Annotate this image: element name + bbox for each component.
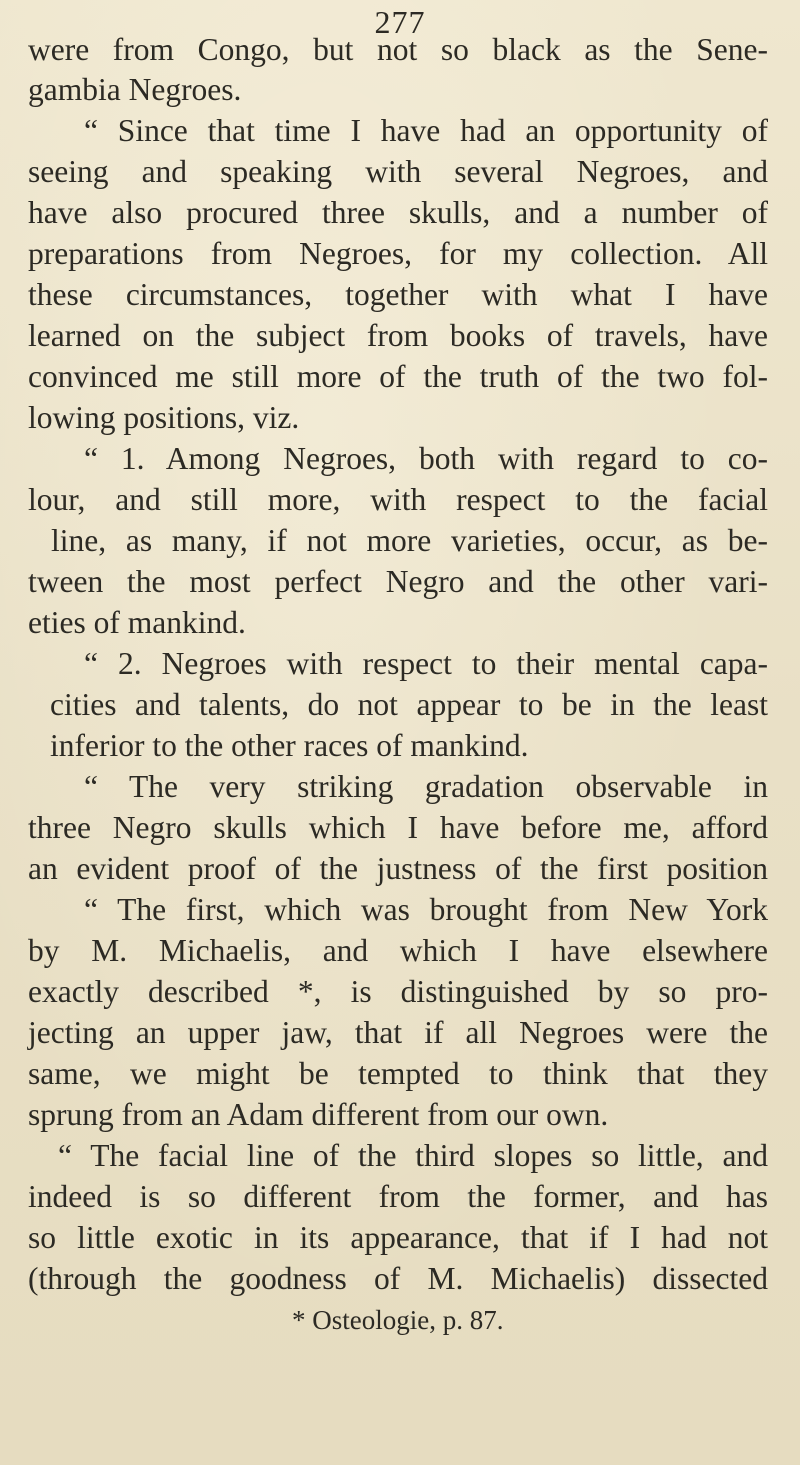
text-line: inferior to the other races of mankind. [50,728,529,763]
text-line: “ 2. Negroes with respect to their mental capa- [84,646,768,681]
text-line: lour, and still more, with respect to the facial [28,482,768,517]
text-line: cities and talents, do not appear to be in the least [50,687,768,722]
text-line: “ The first, which was brought from New York [84,892,768,927]
text-line: “ The very striking gradation observable in [84,769,768,804]
text-line: tween the most perfect Negro and the other vari- [28,564,768,599]
text-line: lowing positions, viz. [28,400,300,435]
text-line: sprung from an Adam different from our own. [28,1097,609,1132]
text-line: convinced me still more of the truth of the two fol- [28,359,768,394]
text-line: learned on the subject from books of travels, have [28,318,768,353]
footnote: * Osteologie, p. 87. [292,1305,504,1335]
text-line: “ 1. Among Negroes, both with regard to co- [84,441,768,476]
text-line: three Negro skulls which I have before me, afford [28,810,768,845]
text-line: “ Since that time I have had an opportunity of [84,113,768,148]
text-line: “ The facial line of the third slopes so little, and [58,1138,768,1173]
text-line: seeing and speaking with several Negroes, and [28,154,768,189]
text-line: indeed is so different from the former, and has [28,1179,768,1214]
text-line: (through the goodness of M. Michaelis) dissected [28,1261,768,1296]
text-line: have also procured three skulls, and a number of [28,195,768,230]
text-line: gambia Negroes. [28,72,242,107]
text-line: an evident proof of the justness of the first position [28,851,768,886]
text-line: these circumstances, together with what I have [28,277,768,312]
text-line: same, we might be tempted to think that they [28,1056,768,1091]
text-line: jecting an upper jaw, that if all Negroes were the [28,1015,768,1050]
text-line: line, as many, if not more varieties, occur, as be- [51,523,768,558]
text-line: eties of mankind. [28,605,246,640]
text-line: by M. Michaelis, and which I have elsewhere [28,933,768,968]
text-line: preparations from Negroes, for my collection. All [28,236,768,271]
text-line: exactly described *, is distinguished by so pro- [28,974,768,1009]
text-line: were from Congo, but not so black as the Sene- [28,32,768,67]
text-line: so little exotic in its appearance, that if I had not [28,1220,768,1255]
page-number: 277 [374,4,426,40]
